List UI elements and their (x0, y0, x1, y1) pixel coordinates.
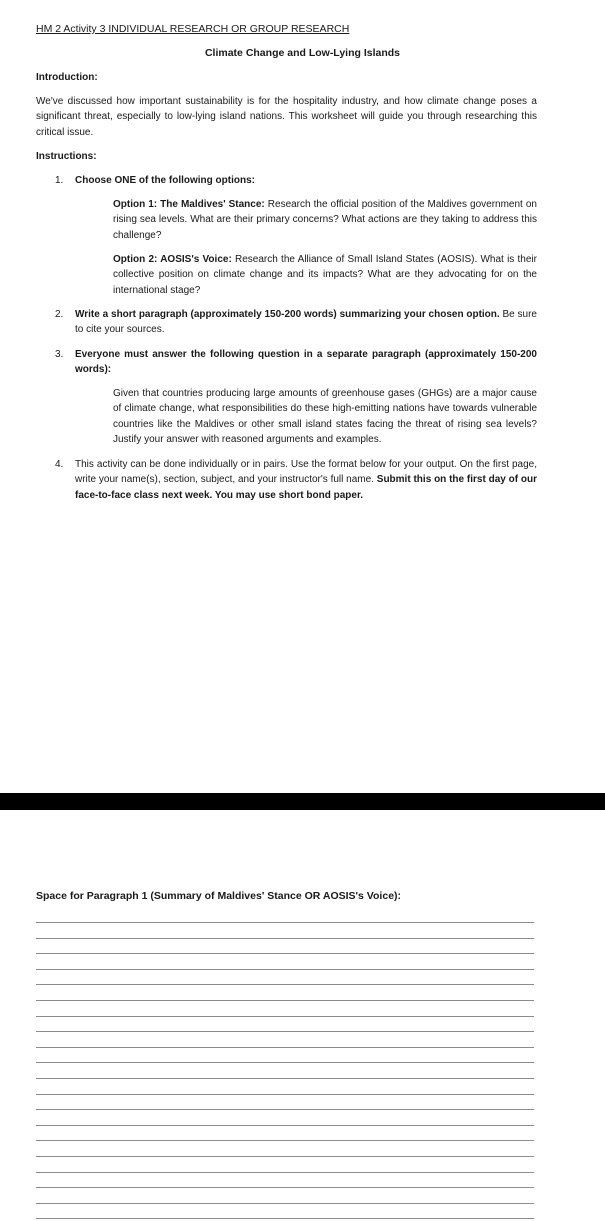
writing-line[interactable] (36, 1218, 534, 1219)
writing-line[interactable] (36, 969, 534, 970)
writing-line[interactable] (36, 1016, 534, 1017)
instruction-item-1 (36, 173, 537, 188)
writing-line[interactable] (36, 1203, 534, 1204)
writing-line[interactable] (36, 953, 534, 954)
item-text: Be sure to cite your sources. (75, 309, 537, 336)
option-label: Option 1: The Maldives' Stance: (113, 199, 265, 210)
page-separator (0, 793, 605, 810)
item-bold-text: Choose ONE of the following options: (75, 175, 255, 186)
writing-line[interactable] (36, 1187, 534, 1188)
writing-line[interactable] (36, 1172, 534, 1173)
instruction-item-3 (36, 347, 537, 378)
item-bold-text: Write a short paragraph (approximately 150-200 words) summarizing your chosen option. (75, 309, 500, 320)
writing-line[interactable] (36, 1125, 534, 1126)
option-text: Research the Alliance of Small Island States (AOSIS). What is their collective position on climate change and its impacts? What are they advocating for on the international stage? (113, 254, 537, 296)
introduction-text: We've discussed how important sustainability is for the hospitality industry, and how climate change poses a significant threat, especially to low-lying island nations. This worksheet will guide you through researching this critical issue. (36, 96, 537, 138)
item-bold-text: Everyone must answer the following question in a separate paragraph (approximately 150-200 words): (75, 349, 537, 376)
question-text: Given that countries producing large amounts of greenhouse gases (GHGs) are a major cause of climate change, what responsibilities do these high-emitting nations have towards vulnerable countries like the Maldives or other small island states facing the threat of rising sea levels? Justify your answer with reasoned arguments and examples. (113, 388, 537, 446)
option-1 (113, 197, 537, 243)
option-2 (113, 252, 537, 298)
writing-line[interactable] (36, 1000, 534, 1001)
instruction-item-2 (36, 307, 537, 338)
writing-line[interactable] (36, 1047, 534, 1048)
writing-line[interactable] (36, 1062, 534, 1063)
item-number: 1. (55, 175, 64, 186)
writing-line[interactable] (36, 1094, 534, 1095)
writing-line[interactable] (36, 938, 534, 939)
writing-line[interactable] (36, 1078, 534, 1079)
activity-header: HM 2 Activity 3 INDIVIDUAL RESEARCH OR GROUP RESEARCH (36, 23, 350, 35)
introduction-label: Introduction: (36, 72, 98, 83)
writing-line[interactable] (36, 922, 534, 923)
paragraph-1-space-label: Space for Paragraph 1 (Summary of Maldives' Stance OR AOSIS's Voice): (36, 890, 402, 902)
item-number: 2. (55, 309, 64, 320)
item-bold-text: Submit this on the first day of our face-to-face class next week. You may use short bond paper. (75, 474, 537, 501)
item-text: This activity can be done individually or in pairs. Use the format below for your output. On the first page, write your name(s), section, subject, and your instructor's full name. (75, 459, 537, 486)
page-title: Climate Change and Low-Lying Islands (204, 47, 401, 59)
page-2 (0, 810, 605, 1221)
instruction-item-4 (36, 457, 537, 503)
item-number: 3. (55, 349, 64, 360)
option-label: Option 2: AOSIS's Voice: (113, 254, 232, 265)
item-number: 4. (55, 459, 64, 470)
writing-line[interactable] (36, 1156, 534, 1157)
option-text: Research the official position of the Maldives government on rising sea levels. What are their primary concerns? What actions are they taking to address this challenge? (113, 199, 537, 241)
writing-line[interactable] (36, 1031, 534, 1032)
writing-line[interactable] (36, 984, 534, 985)
writing-line[interactable] (36, 1140, 534, 1141)
writing-line[interactable] (36, 1109, 534, 1110)
instructions-label: Instructions: (36, 151, 97, 162)
